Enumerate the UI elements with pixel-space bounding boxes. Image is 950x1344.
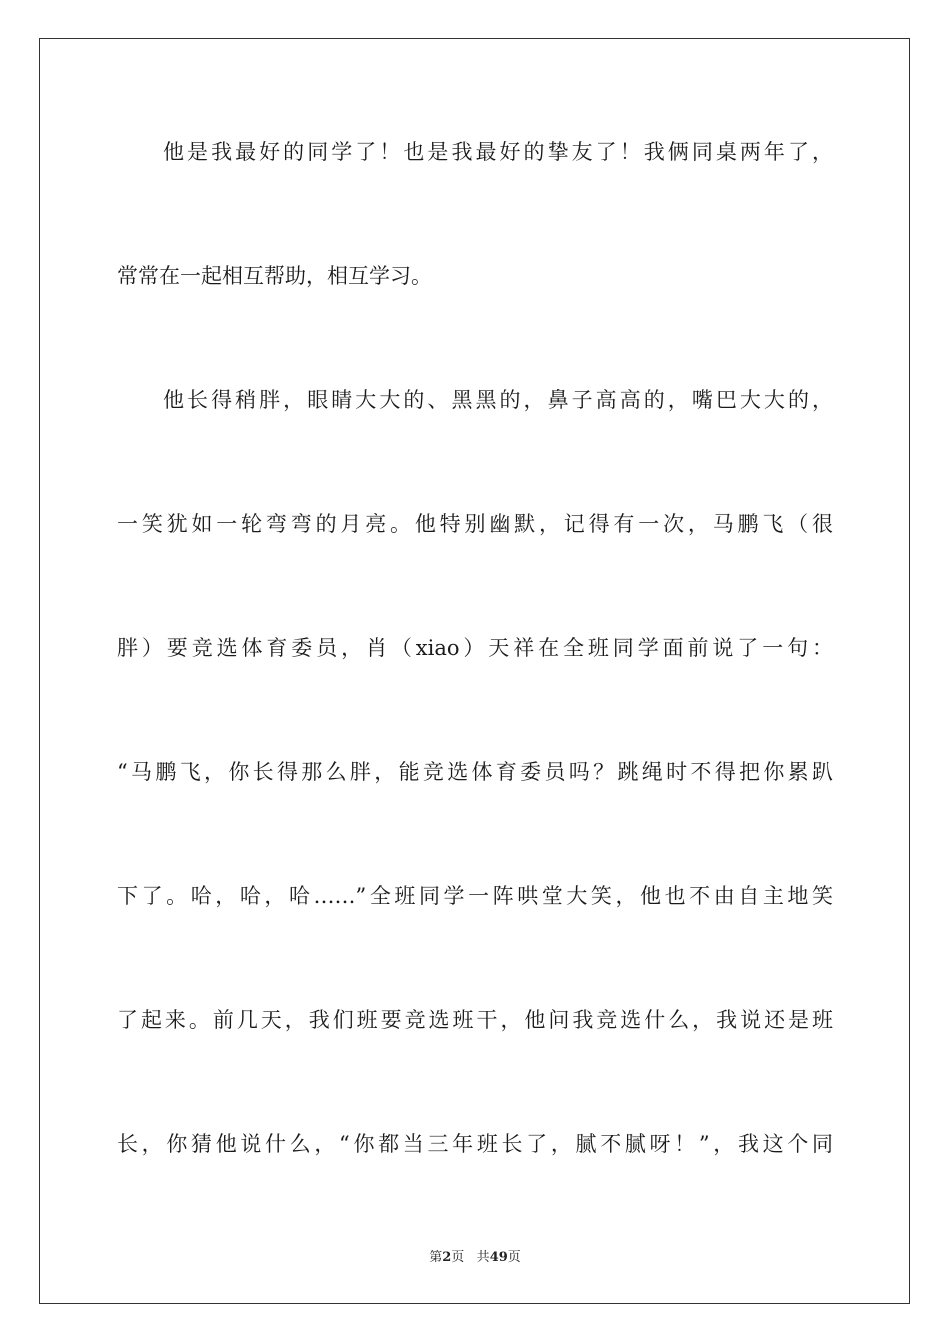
page-footer bbox=[0, 1246, 950, 1265]
total-label-suffix: 页 bbox=[507, 1250, 521, 1265]
paragraph-2-line-2: 一笑犹如一轮弯弯的月亮。他特别幽默，记得有一次，马鹏飞（很 bbox=[117, 512, 833, 536]
paragraph-2-line-6: 了起来。前几天，我们班要竞选班干，他问我竞选什么，我说还是班 bbox=[117, 1008, 833, 1032]
total-pages: 49 bbox=[489, 1250, 508, 1265]
total-label-prefix: 共 bbox=[476, 1250, 490, 1265]
paragraph-2-line-1: 他长得稍胖，眼睛大大的、黑黑的，鼻子高高的，嘴巴大大的， bbox=[163, 388, 833, 412]
paragraph-2-line-4: “马鹏飞，你长得那么胖，能竞选体育委员吗？跳绳时不得把你累趴 bbox=[117, 760, 833, 784]
page-label-suffix: 页 bbox=[451, 1250, 465, 1265]
paragraph-1-line-1: 他是我最好的同学了！也是我最好的挚友了！我俩同桌两年了， bbox=[163, 140, 833, 164]
document-body bbox=[117, 124, 833, 1240]
paragraph-2-line-5: 下了。哈，哈，哈……”全班同学一阵哄堂大笑，他也不由自主地笑 bbox=[117, 884, 833, 908]
paragraph-1-line-2: 常常在一起相互帮助，相互学习。 bbox=[117, 264, 432, 288]
page-number: 2 bbox=[442, 1250, 452, 1265]
paragraph-2-line-7: 长，你猜他说什么，“你都当三年班长了，腻不腻呀！”，我这个同 bbox=[117, 1132, 833, 1156]
paragraph-2-line-3: 胖）要竞选体育委员，肖（xiao）天祥在全班同学面前说了一句： bbox=[117, 636, 833, 660]
page-label-prefix: 第 bbox=[429, 1250, 443, 1265]
